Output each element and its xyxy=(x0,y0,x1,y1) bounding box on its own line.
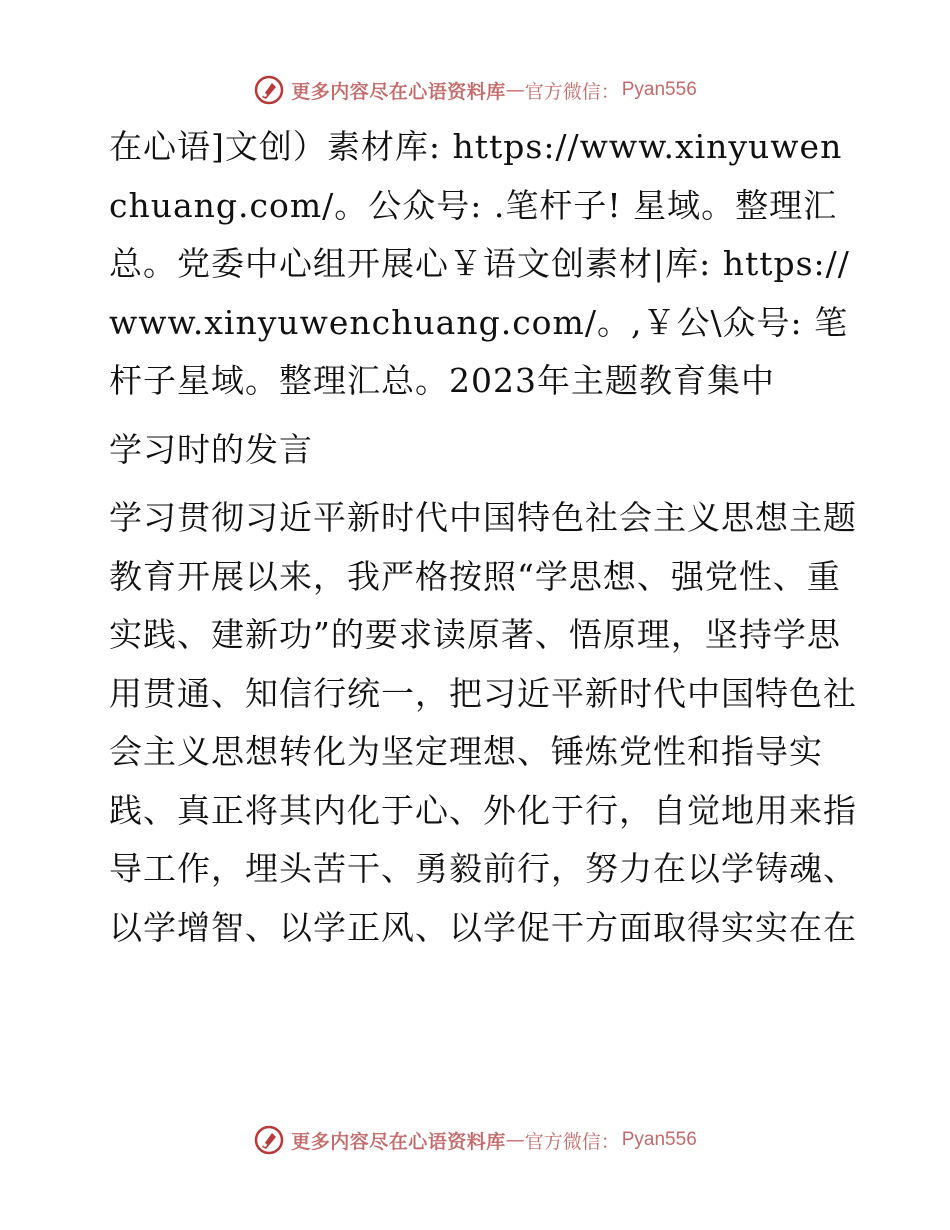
document-body xyxy=(97,118,857,957)
pen-nib-logo-icon xyxy=(253,1124,285,1156)
header-wechat-id: Pyan556 xyxy=(621,79,697,100)
footer-wechat-id: Pyan556 xyxy=(621,1129,697,1150)
header-wechat-label: 官方微信： xyxy=(524,80,620,103)
header-slogan: 更多内容尽在心语资料库 xyxy=(291,80,506,103)
footer-dash: — xyxy=(505,1129,525,1151)
footer-wechat-label: 官方微信： xyxy=(524,1130,620,1153)
paragraph-subtitle: 学习时的发言 xyxy=(109,429,313,469)
footer-banner xyxy=(0,1120,950,1160)
footer-slogan: 更多内容尽在心语资料库 xyxy=(291,1130,506,1153)
header-banner xyxy=(0,70,950,110)
paragraph-source-notice: 在心语]文创）素材库: https://www.xinyuwenchuang.com/。公众号: .笔杆子! 星域。整理汇总。党委中心组开展心￥语文创素材|库: https://www.xinyuwenchuang.com/。,￥公\众号: 笔杆子星域。整理汇总。2023年主题教育集中 xyxy=(109,127,850,400)
paragraph-main-text: 学习贯彻习近平新时代中国特色社会主义思想主题教育开展以来，我严格按照“学思想、强党性、重实践、建新功”的要求读原著、悟原理，坚持学思用贯通、知信行统一，把习近平新时代中国特色社会主义思想转化为坚定理想、锤炼党性和指导实践、真正将其内化于心、外化于行，自觉地用来指导工作，埋头苦干、勇毅前行，努力在以学铸魂、以学增智、以学正风、以学促干方面取得实实在在 xyxy=(109,498,857,947)
header-dash: — xyxy=(505,79,525,101)
pen-nib-logo-icon xyxy=(253,74,285,106)
